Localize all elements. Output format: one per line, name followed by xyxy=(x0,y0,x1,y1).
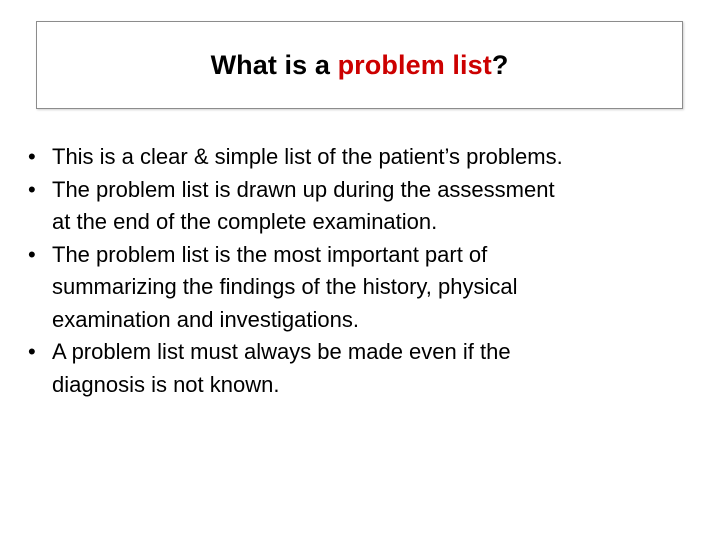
bullet-line: The problem list is the most important part of xyxy=(52,241,488,267)
bullet-marker: • xyxy=(28,241,36,267)
bullet-item xyxy=(28,141,698,174)
bullet-text xyxy=(52,239,698,337)
bullet-marker: • xyxy=(28,176,36,202)
bullet-line: examination and investigations. xyxy=(52,306,359,332)
bullet-item xyxy=(28,336,698,401)
bullet-item xyxy=(28,174,698,239)
bullet-text xyxy=(52,174,698,239)
bullet-item xyxy=(28,239,698,337)
bullet-text xyxy=(52,141,698,174)
bullet-marker: • xyxy=(28,339,36,364)
title-suffix: ? xyxy=(491,49,509,80)
bullet-list xyxy=(28,141,698,401)
bullet-line: A problem list must always be made even if the xyxy=(52,339,511,364)
bullet-line: diagnosis is not known. xyxy=(52,371,280,397)
title-prefix: What is a xyxy=(210,49,338,80)
bullet-marker: • xyxy=(28,144,36,169)
title-box xyxy=(36,21,683,109)
bullet-text xyxy=(52,336,698,401)
bullet-line: The problem list is drawn up during the assessment xyxy=(52,176,555,202)
slide-title xyxy=(211,50,509,81)
title-highlight: problem list xyxy=(337,49,492,80)
bullet-line: at the end of the complete examination. xyxy=(52,209,438,234)
bullet-line: This is a clear & simple list of the patient’s problems. xyxy=(52,144,563,169)
bullet-line: summarizing the findings of the history, physical xyxy=(52,274,518,299)
